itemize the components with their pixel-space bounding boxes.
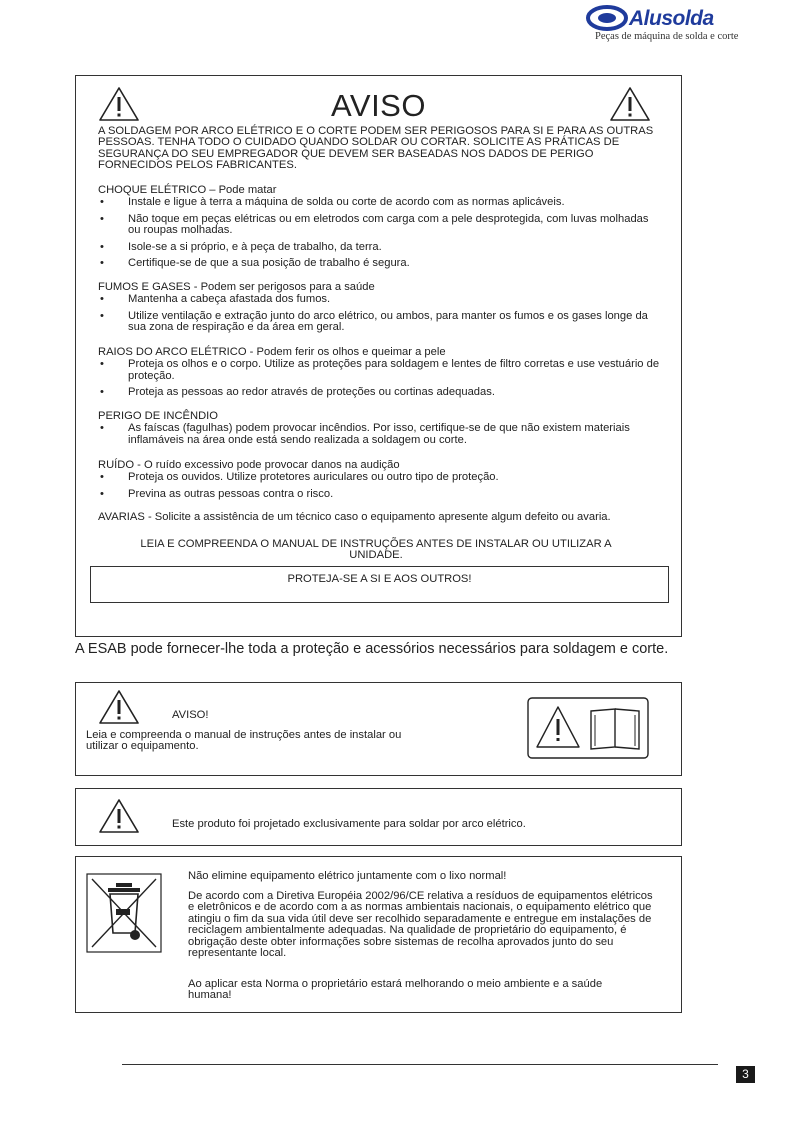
section-fumes — [98, 282, 663, 339]
esab-text: A ESAB pode fornecer-lhe toda a proteção e acessórios necessários para soldagem e corte. — [75, 641, 669, 657]
disposal-closing: Ao aplicar esta Norma o proprietário estará melhorando o meio ambiente e a saúde humana! — [188, 978, 603, 1002]
notice-arc-text: Este produto foi projetado exclusivamente para soldar por arco elétrico. — [172, 818, 526, 830]
warning-intro: A SOLDAGEM POR ARCO ELÉTRICO E O CORTE PODEM SER PERIGOSOS PARA SI E PARA AS OUTRAS PESSOAS. TENHA TODO O CUIDADO QUANDO SOLDAR OU CORTAR. SOLICITE AS PRÁTICAS DE SEGURANÇA DO SEU EMPREGADOR QUE DEVEM SER BASEADAS NOS DADOS DE PERIGO FORNECIDOS PELOS FABRICANTES. — [98, 125, 654, 172]
logo-text: Alusolda — [629, 7, 714, 30]
logo-subtitle: Peças de máquina de solda e corte — [595, 31, 739, 42]
notice-manual-box — [75, 682, 682, 776]
page-number: 3 — [736, 1066, 755, 1083]
section-electric-shock — [98, 185, 663, 274]
warning-triangle-icon — [98, 798, 140, 834]
notice-arc-box — [75, 788, 682, 846]
warning-box — [75, 75, 682, 637]
section-noise — [98, 460, 663, 505]
warning-title: AVISO — [331, 88, 426, 123]
section-fire — [98, 411, 663, 451]
avarias-text: AVARIAS - Solicite a assistência de um técnico caso o equipamento apresente algum defeito ou avaria. — [98, 511, 611, 523]
list-item: • Instale e ligue à terra a máquina de solda ou corte de acordo com as normas aplicáveis. — [100, 196, 565, 209]
notice-text: Leia e compreenda o manual de instruções antes de instalar ou utilizar o equipamento. — [86, 729, 402, 753]
brand-logo — [585, 4, 739, 44]
list-item: • Mantenha a cabeça afastada dos fumos. — [100, 293, 331, 306]
list-item: • Não toque em peças elétricas ou em eletrodos com carga com a pele desprotegida, com luvas molhadas ou roupas molhadas. — [100, 212, 649, 237]
list-item: • As faíscas (fagulhas) podem provocar incêndios. Por isso, certifique-se de que não existem materiais inflamáveis na área onde está sendo realizada a soldagem ou corte. — [100, 422, 630, 446]
list-item: • Proteja os olhos e o corpo. Utilize as proteções para soldagem e lentes de filtro corretas e use vestuário de proteção. — [100, 358, 660, 382]
list-item: • Isole-se a si próprio, e à peça de trabalho, da terra. — [100, 240, 382, 253]
protect-box — [90, 566, 669, 603]
logo-swoosh-icon — [585, 4, 631, 34]
list-item: • Proteja os ouvidos. Utilize protetores auriculares ou outro tipo de proteção. — [100, 471, 499, 484]
section-heading: PERIGO DE INCÊNDIO — [98, 410, 218, 422]
read-manual-icon — [527, 697, 649, 759]
list-item: • Previna as outras pessoas contra o risco. — [100, 487, 334, 500]
list-item: • Certifique-se de que a sua posição de trabalho é segura. — [100, 257, 410, 270]
list-item: • Utilize ventilação e extração junto do arco elétrico, ou ambos, para manter os fumos e os gases longe da sua zona de respiração e da área em geral. — [100, 309, 648, 334]
footer-divider — [122, 1064, 718, 1065]
section-heading: FUMOS E GASES - Podem ser perigosos para a saúde — [98, 281, 375, 293]
disposal-body: De acordo com a Diretiva Européia 2002/96/CE relativa a resíduos de equipamentos elétricos e eletrônicos e de acordo com a as normas ambientais nacionais, o equipamento elétrico que atingiu o fim da sua vida útil deve ser recolhido separadamente e entregue em instalações de reciclagem ambientalmente adequadas. Na qualidade de proprietário do equipamento, é obrigação deste obter informações sobre sistemas de recolha aprovados junto do seu representante local. — [188, 890, 653, 960]
protect-text: PROTEJA-SE A SI E AOS OUTROS! — [287, 573, 472, 585]
section-heading: CHOQUE ELÉTRICO – Pode matar — [98, 184, 277, 196]
disposal-title: Não elimine equipamento elétrico juntamente com o lixo normal! — [188, 870, 507, 882]
disposal-box — [75, 856, 682, 1013]
section-heading: RAIOS DO ARCO ELÉTRICO - Podem ferir os olhos e queimar a pele — [98, 346, 446, 358]
read-manual-text: LEIA E COMPREENDA O MANUAL DE INSTRUÇÕES ANTES DE INSTALAR OU UTILIZAR A UNIDADE. — [140, 538, 612, 562]
section-arc-rays — [98, 347, 663, 404]
warning-triangle-icon — [98, 689, 140, 725]
notice-label: AVISO! — [172, 709, 209, 721]
crossed-bin-icon — [86, 873, 162, 953]
section-heading: RUÍDO - O ruído excessivo pode provocar danos na audição — [98, 459, 400, 471]
list-item: • Proteja as pessoas ao redor através de proteções ou cortinas adequadas. — [100, 386, 495, 399]
